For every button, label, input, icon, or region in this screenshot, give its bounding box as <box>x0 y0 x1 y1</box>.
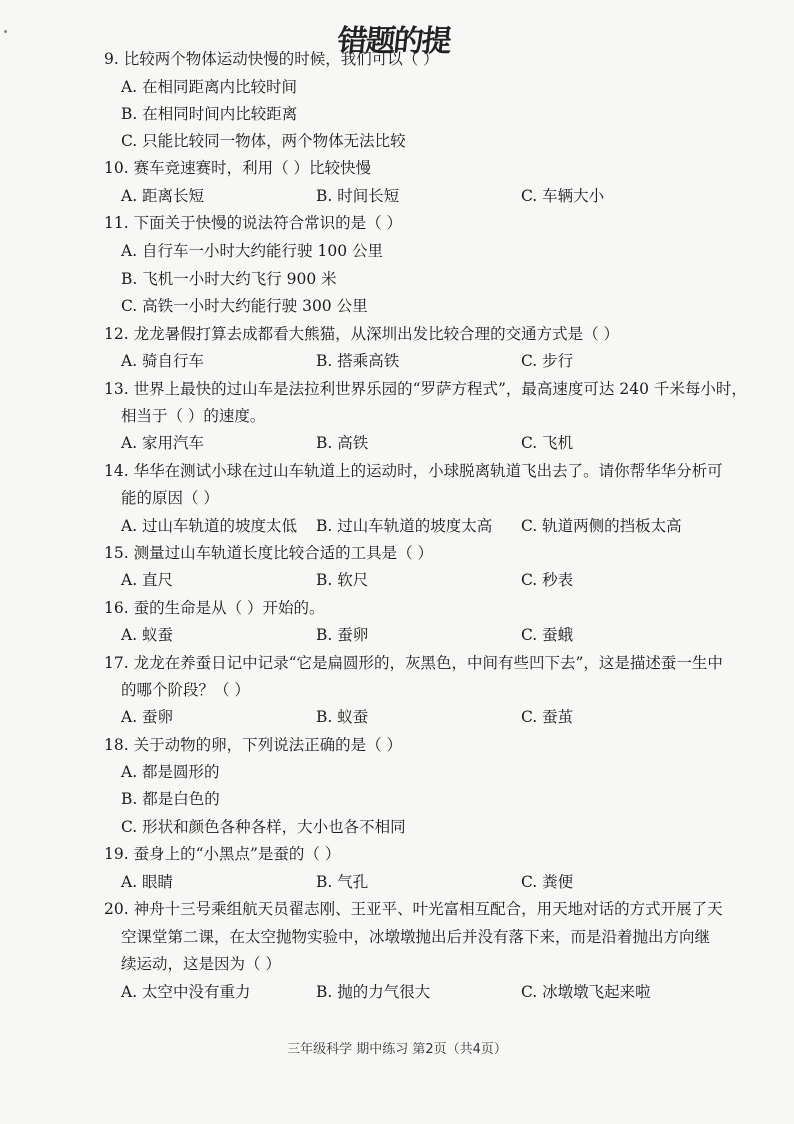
question-15-option-c: C. 秒表 <box>521 571 574 589</box>
question-14-option-b: B. 过山车轨道的坡度太高 <box>316 517 493 535</box>
question-13-option-a: A. 家用汽车 <box>121 434 205 452</box>
question-12-option-c: C. 步行 <box>521 352 574 370</box>
question-11-option-b: B. 飞机一小时大约飞行 900 米 <box>121 270 337 288</box>
question-12-stem: 12. 龙龙暑假打算去成都看大熊猫，从深圳出发比较合理的交通方式是（ ） <box>104 325 620 343</box>
question-12-option-a: A. 骑自行车 <box>121 352 205 370</box>
question-14-option-c: C. 轨道两侧的挡板太高 <box>521 517 682 535</box>
question-14-stem: 14. 华华在测试小球在过山车轨道上的运动时，小球脱离轨道飞出去了。请你帮华华分析可 <box>104 462 723 480</box>
question-9-option-a: A. 在相同距离内比较时间 <box>121 78 298 96</box>
question-18-stem: 18. 关于动物的卵，下列说法正确的是（ ） <box>104 736 403 754</box>
question-16-option-c: C. 蚕蛾 <box>521 626 574 644</box>
question-9-option-b: B. 在相同时间内比较距离 <box>121 105 298 123</box>
question-17-stem-cont: 的哪个阶段？（ ） <box>121 681 250 699</box>
question-11-option-c: C. 高铁一小时大约能行驶 300 公里 <box>121 297 368 315</box>
question-20-stem: 20. 神舟十三号乘组航天员翟志刚、王亚平、叶光富相互配合，用天地对话的方式开展了天 <box>104 900 723 918</box>
question-10-option-b: B. 时间长短 <box>316 187 400 205</box>
question-18-option-a: A. 都是圆形的 <box>121 763 220 781</box>
question-20-stem-cont-2: 续运动，这是因为（ ） <box>121 955 281 973</box>
question-20-option-b: B. 抛的力气很大 <box>316 983 431 1001</box>
question-20-option-c: C. 冰墩墩飞起来啦 <box>521 983 651 1001</box>
question-10-option-c: C. 车辆大小 <box>521 187 605 205</box>
question-20-stem-cont: 空课堂第二课，在太空抛物实验中，冰墩墩抛出后并没有落下来，而是沿着抛出方向继 <box>121 928 711 946</box>
question-19-stem: 19. 蚕身上的“小黑点”是蚕的（ ） <box>104 845 341 863</box>
handwritten-title: 错题的提 <box>335 24 452 59</box>
question-9-option-c: C. 只能比较同一物体，两个物体无法比较 <box>121 132 406 150</box>
question-15-stem: 15. 测量过山车轨道长度比较合适的工具是（ ） <box>104 544 434 562</box>
question-19-option-b: B. 气孔 <box>316 873 369 891</box>
question-17-option-b: B. 蚁蚕 <box>316 708 369 726</box>
question-11-option-a: A. 自行车一小时大约能行驶 100 公里 <box>121 242 383 260</box>
question-13-stem-cont: 相当于（ ）的速度。 <box>121 407 266 425</box>
question-13-option-c: C. 飞机 <box>521 434 574 452</box>
question-19-option-c: C. 粪便 <box>521 873 574 891</box>
question-19-option-a: A. 眼睛 <box>121 873 174 891</box>
scan-speck <box>4 30 7 33</box>
question-17-option-a: A. 蚕卵 <box>121 708 174 726</box>
question-17-option-c: C. 蚕茧 <box>521 708 574 726</box>
question-16-option-a: A. 蚁蚕 <box>121 626 174 644</box>
question-10-stem: 10. 赛车竞速赛时，利用（ ）比较快慢 <box>104 159 372 177</box>
question-13-option-b: B. 高铁 <box>316 434 369 452</box>
question-13-stem: 13. 世界上最快的过山车是法拉利世界乐园的“罗萨方程式”，最高速度可达 240 千米每小时， <box>104 380 747 398</box>
question-15-option-a: A. 直尺 <box>121 571 174 589</box>
question-18-option-c: C. 形状和颜色各种各样，大小也各不相同 <box>121 818 406 836</box>
question-16-stem: 16. 蚕的生命是从（ ）开始的。 <box>104 599 325 617</box>
question-18-option-b: B. 都是白色的 <box>121 790 220 808</box>
question-11-stem: 11. 下面关于快慢的说法符合常识的是（ ） <box>104 214 403 232</box>
question-20-option-a: A. 太空中没有重力 <box>121 983 251 1001</box>
question-12-option-b: B. 搭乘高铁 <box>316 352 400 370</box>
question-14-stem-cont: 能的原因（ ） <box>121 489 219 507</box>
question-14-option-a: A. 过山车轨道的坡度太低 <box>121 517 298 535</box>
question-16-option-b: B. 蚕卵 <box>316 626 369 644</box>
page-footer: 三年级科学 期中练习 第2页（共4页） <box>287 1042 507 1057</box>
question-10-option-a: A. 距离长短 <box>121 187 205 205</box>
question-15-option-b: B. 软尺 <box>316 571 369 589</box>
question-9-stem: 9. 比较两个物体运动快慢的时候，我们可以（ ） <box>104 50 439 68</box>
question-17-stem: 17. 龙龙在养蚕日记中记录“它是扁圆形的，灰黑色，中间有些凹下去”，这是描述蚕一生中 <box>104 654 723 672</box>
